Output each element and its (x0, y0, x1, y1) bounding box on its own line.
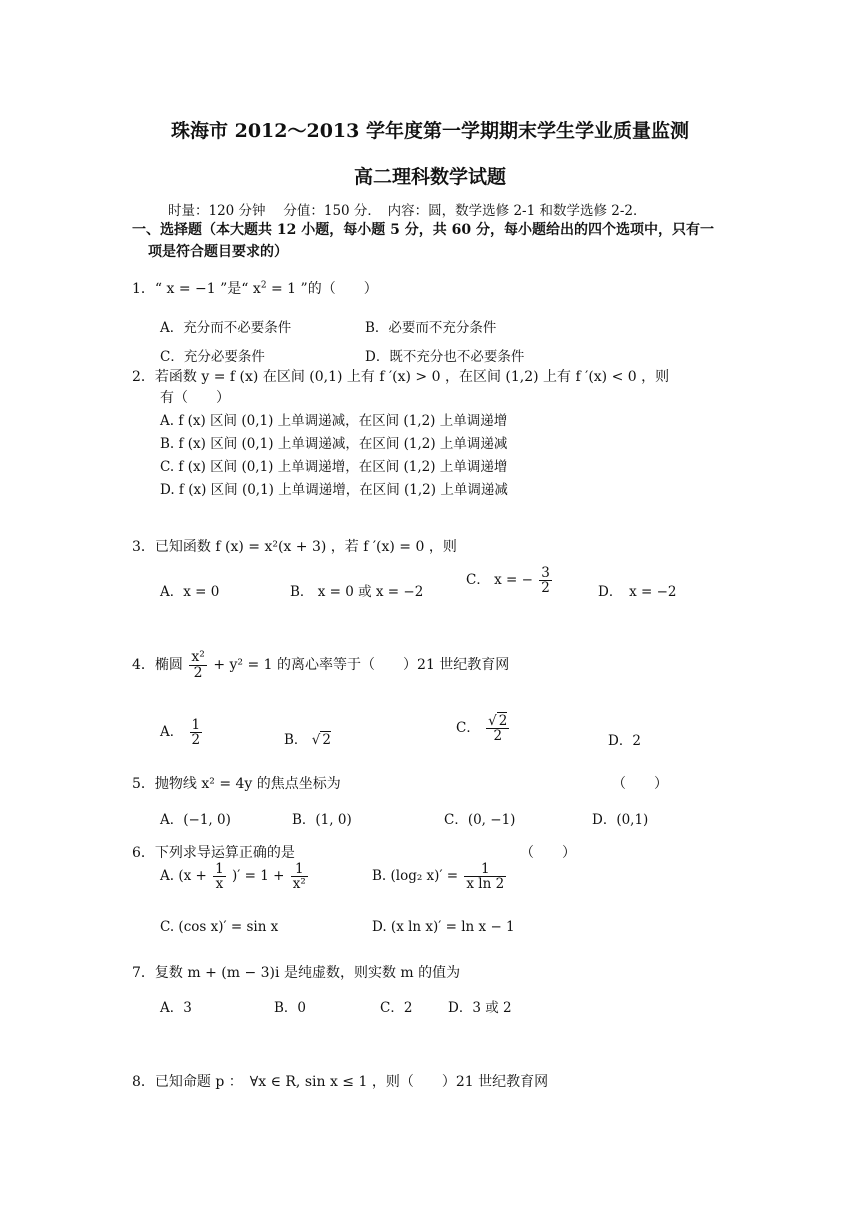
question-1 (132, 278, 378, 298)
q1-option-d: D．既不充分也不必要条件 (365, 349, 525, 365)
q7-option-b: B．0 (274, 1000, 307, 1016)
denominator: x² (292, 876, 306, 893)
question-number: 1． (132, 281, 155, 297)
question-number: 4． (132, 657, 155, 674)
question-8 (132, 1071, 548, 1091)
question-4 (132, 650, 509, 680)
q5-option-a: A．(−1, 0) (160, 812, 231, 828)
question-number: 5． (132, 776, 155, 792)
numerator: 1 (464, 862, 506, 877)
denominator: x (215, 876, 224, 893)
denominator: x ln 2 (466, 876, 505, 893)
option-expr-mid: )′ = 1 + (232, 868, 285, 885)
question-text-part1: “ x = −1 ”是“ x (154, 281, 261, 297)
q2-option-c: C. f (x) 区间 (0,1) 上单调递增，在区间 (1,2) 上单调递增 (160, 459, 508, 475)
question-number: 7． (132, 965, 155, 981)
fraction (213, 862, 226, 891)
q6-option-b (372, 862, 508, 891)
option-label: B． (284, 732, 308, 748)
q4-option-c (456, 714, 511, 743)
exam-meta: 时量：120 分钟 分值：150 分． 内容：圆，数学选修 2-1 和数学选修 2-2． (168, 203, 647, 219)
q7-option-c: C．2 (380, 1000, 413, 1016)
denominator: 2 (493, 728, 503, 745)
q7-option-d: D．3 或 2 (448, 1000, 512, 1016)
fraction (486, 714, 509, 743)
question-number: 3． (132, 539, 155, 555)
question-text-post: + y² = 1 的离心率等于（ ）21 世纪教育网 (213, 657, 510, 674)
answer-paren: （ ） (612, 776, 668, 792)
section-heading-line1: 一、选择题（本大题共 12 小题，每小题 5 分，共 60 分，每小题给出的四个选项中，只有一 (132, 222, 714, 238)
question-number: 6． (132, 845, 155, 861)
q3-option-d: D． x = −2 (598, 584, 677, 600)
q3-option-b: B． x = 0 或 x = −2 (290, 584, 424, 600)
answer-paren: （ ） (520, 845, 576, 861)
q4-option-d: D．2 (608, 733, 641, 749)
question-text: 下列求导运算正确的是 (154, 845, 295, 861)
option-expr-pre: A. (x + (160, 868, 207, 885)
q6-option-d: D. (x ln x)′ = ln x − 1 (372, 919, 515, 935)
q3-option-c (466, 566, 554, 595)
q1-option-b: B．必要而不充分条件 (365, 320, 497, 336)
option-label: A． (160, 724, 184, 741)
q5-option-b: B．(1, 0) (292, 812, 352, 828)
question-number: 8． (132, 1074, 155, 1090)
question-7 (132, 962, 460, 982)
fraction (291, 862, 308, 891)
numerator: √ 2 (488, 713, 508, 729)
sqrt-value: 2 (498, 713, 508, 729)
q2-option-a: A. f (x) 区间 (0,1) 上单调递减，在区间 (1,2) 上单调递增 (160, 413, 508, 429)
q4-option-b: B． √ 2 (284, 732, 331, 748)
option-label: C． (456, 720, 480, 737)
fraction (190, 718, 203, 747)
option-label: C． x = − (466, 572, 533, 589)
question-text: 已知命题 p ： ∀x ∈ R, sin x ≤ 1 ，则（ ）21 世纪教育网 (154, 1074, 549, 1090)
fraction (189, 650, 207, 680)
q1-option-a: A．充分而不必要条件 (160, 320, 292, 336)
numerator: 1 (191, 717, 201, 733)
q5-option-c: C．(0, −1) (444, 812, 516, 828)
numerator: 3 (541, 565, 550, 581)
fraction (464, 862, 506, 891)
q6-option-a (160, 862, 310, 891)
question-text-pre: 椭圆 (154, 657, 183, 674)
page-title: 珠海市 2012～2013 学年度第一学期期末学生学业质量监测 (171, 120, 689, 142)
q5-option-d: D．(0,1) (592, 812, 649, 828)
question-5 (132, 773, 341, 793)
question-text: 复数 m + (m − 3)i 是纯虚数，则实数 m 的值为 (154, 965, 461, 981)
denominator: 2 (191, 732, 201, 749)
question-text-part2: = 1 ”的（ ） (271, 281, 378, 297)
numerator: 1 (291, 862, 308, 877)
option-expr-pre: B. (log₂ x)′ = (372, 868, 459, 885)
question-text: 抛物线 x² = 4y 的焦点坐标为 (154, 776, 341, 792)
numerator: 1 (215, 861, 224, 877)
page-subtitle: 高二理科数学试题 (353, 166, 506, 188)
question-text: 已知函数 f (x) = x²(x + 3) ，若 f ′(x) = 0 ，则 (154, 539, 457, 555)
question-text: 若函数 y = f (x) 在区间 (0,1) 上有 f ′(x) > 0 ，在区间 (1,2) 上有 f ′(x) < 0 ，则 (154, 369, 670, 385)
section-heading-line2: 项是符合题目要求的） (148, 244, 288, 260)
question-number: 2． (132, 369, 155, 385)
q7-option-a: A．3 (160, 1000, 192, 1016)
denominator: 2 (541, 580, 550, 597)
fraction (539, 566, 552, 595)
q2-option-d: D. f (x) 区间 (0,1) 上单调递增，在区间 (1,2) 上单调递减 (160, 482, 508, 498)
q6-option-c: C. (cos x)′ = sin x (160, 919, 279, 935)
question-6 (132, 842, 295, 862)
question-2-continued: 有（ ） (160, 390, 230, 406)
question-3 (132, 536, 457, 556)
sqrt-value: 2 (322, 732, 331, 748)
q1-option-c: C．充分必要条件 (160, 349, 265, 365)
q2-option-b: B. f (x) 区间 (0,1) 上单调递减，在区间 (1,2) 上单调递减 (160, 436, 508, 452)
q4-option-a (160, 718, 204, 747)
question-2 (132, 366, 669, 386)
numerator: x² (191, 649, 205, 665)
denominator: 2 (193, 664, 203, 681)
q3-option-a: A．x = 0 (160, 584, 220, 600)
superscript: 2 (260, 280, 267, 291)
